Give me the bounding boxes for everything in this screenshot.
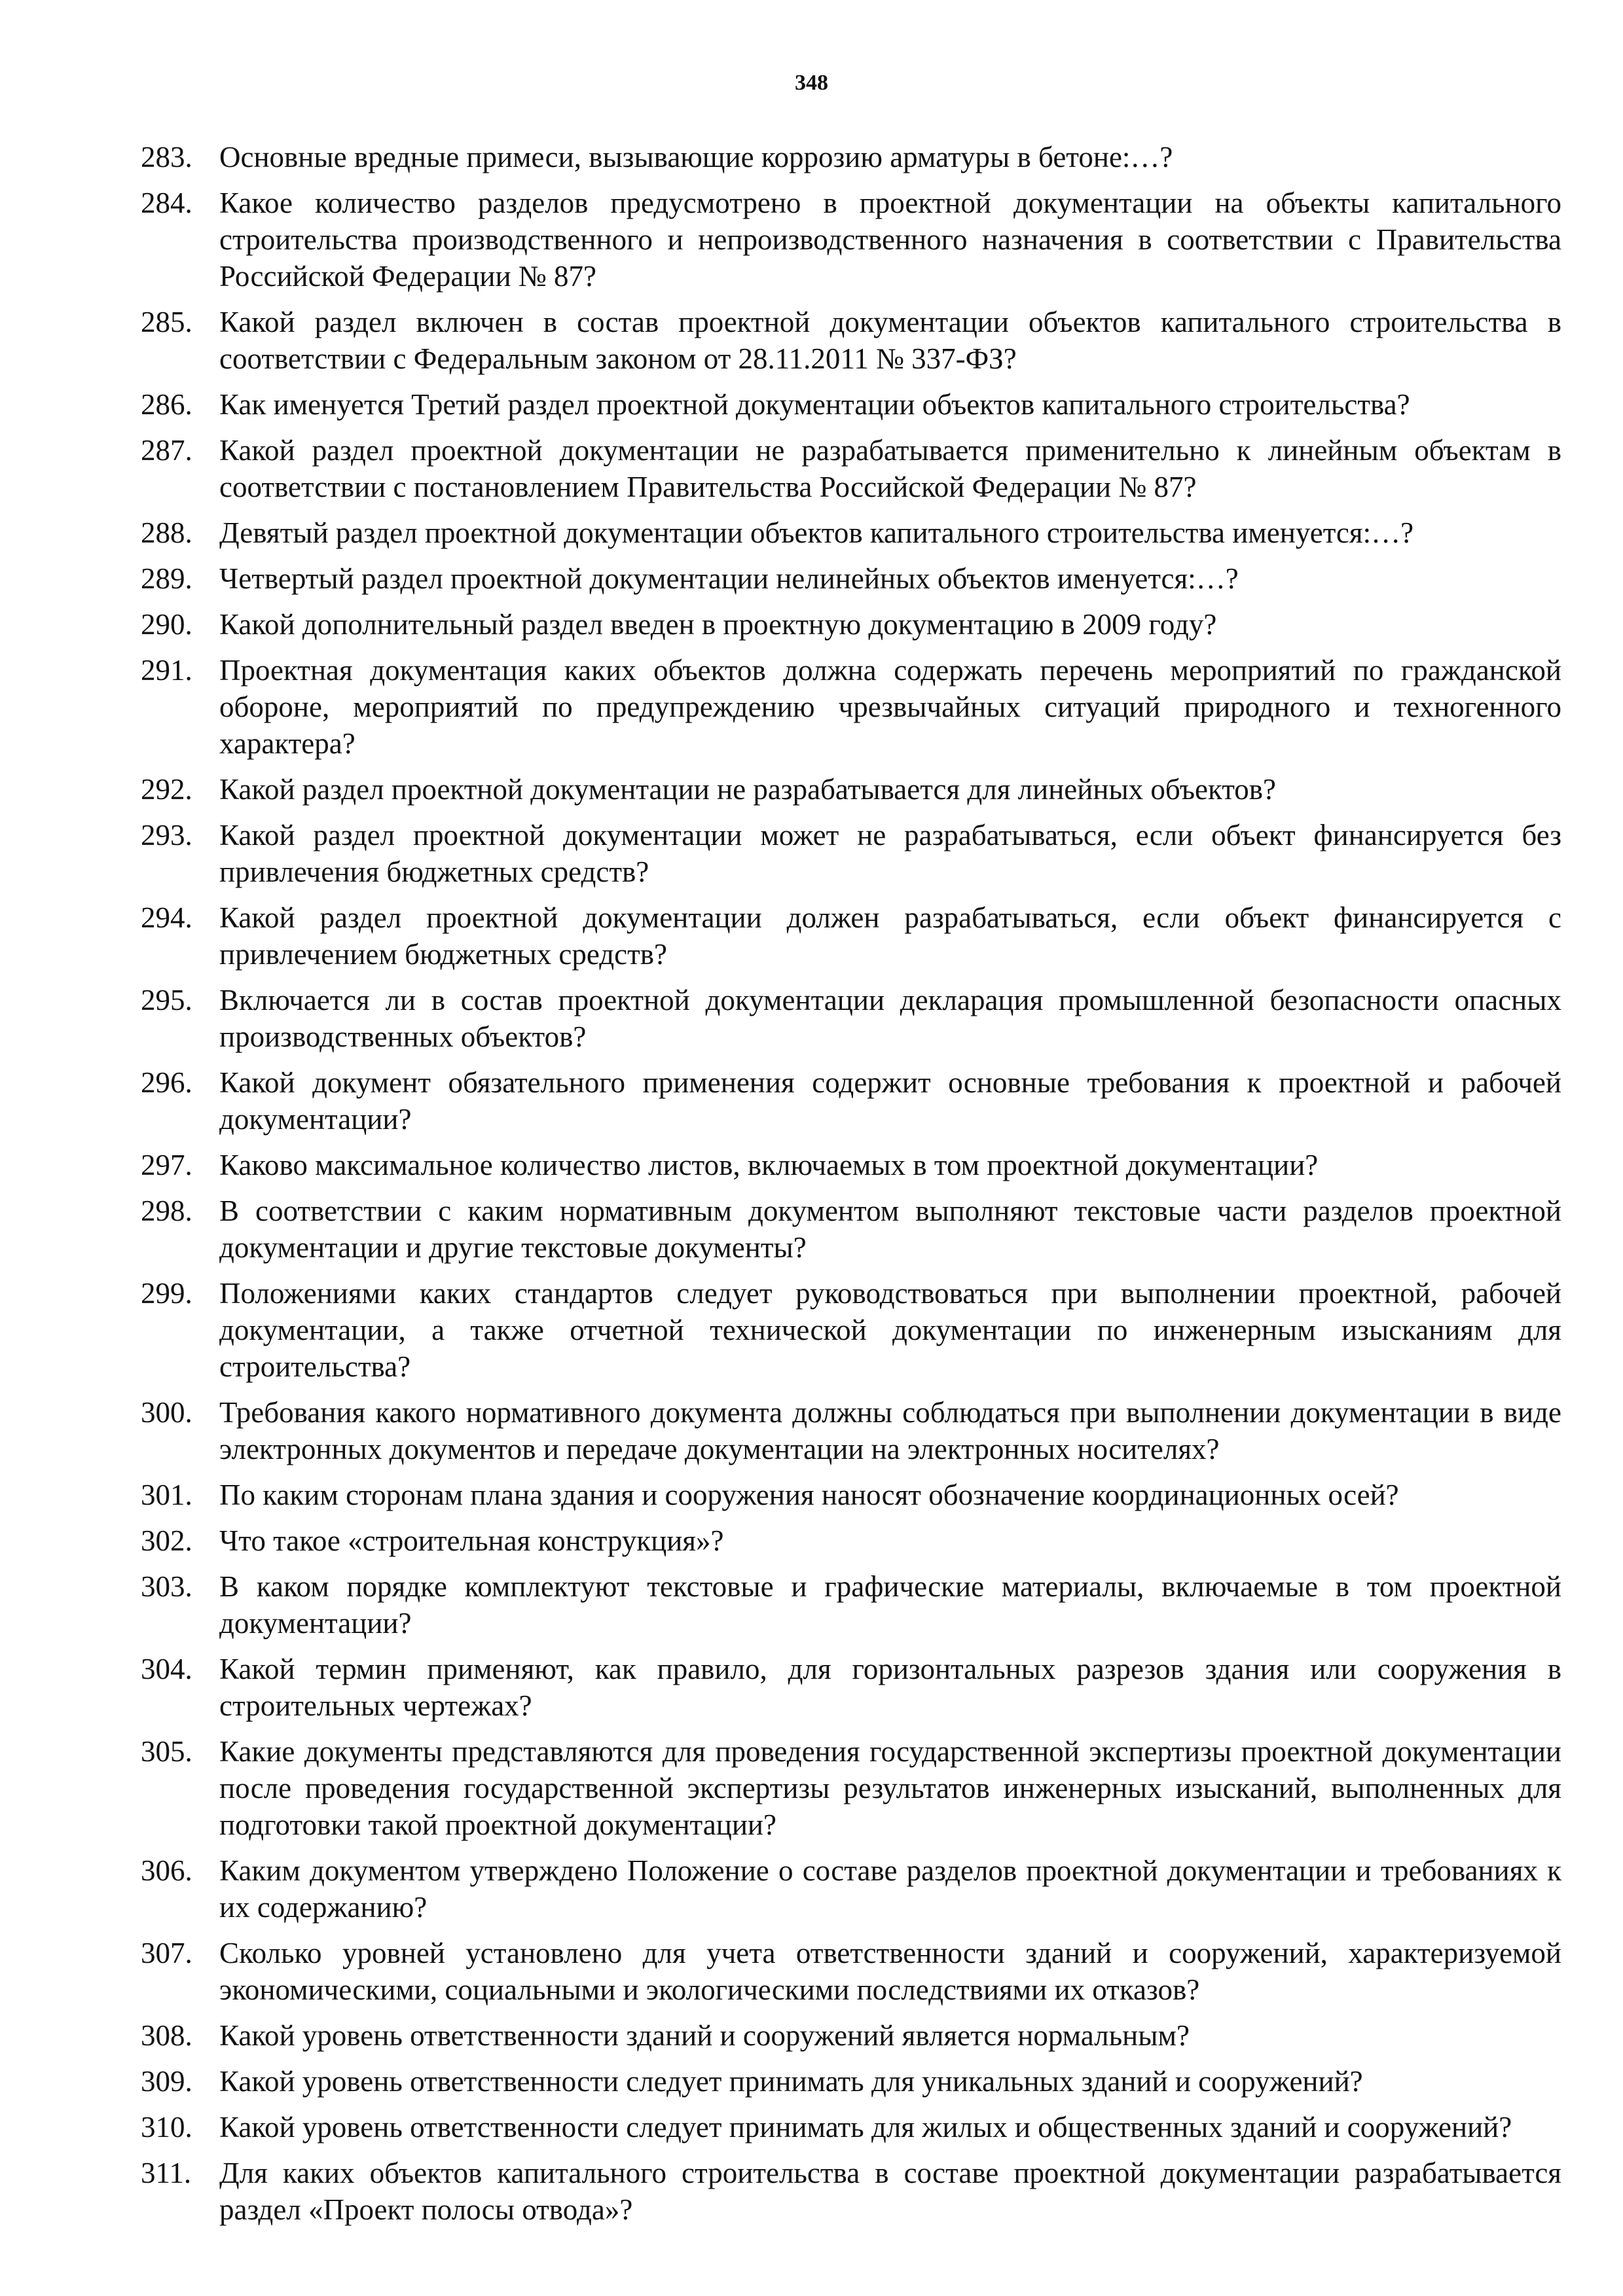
question-text: Девятый раздел проектной документации объектов капитального строительства именуется:…? <box>219 516 1414 549</box>
question-number: 307. <box>141 1937 192 1969</box>
question-item <box>141 1733 1561 1843</box>
question-item <box>141 1568 1561 1641</box>
question-item <box>141 817 1561 890</box>
question-text: По каким сторонам плана здания и сооружения наносят обозначение координационных осей? <box>219 1479 1399 1511</box>
question-number: 301. <box>141 1479 192 1511</box>
question-text: Какой документ обязательного применения содержит основные требования к проектной и рабочей документации? <box>219 1066 1561 1136</box>
question-text: Как именуется Третий раздел проектной документации объектов капитального строительства? <box>219 388 1410 421</box>
question-number: 302. <box>141 1524 192 1557</box>
question-text: Какой уровень ответственности следует принимать для жилых и общественных зданий и сооружений? <box>219 2111 1512 2144</box>
question-number: 303. <box>141 1570 192 1603</box>
question-item <box>141 432 1561 505</box>
question-text: Какое количество разделов предусмотрено в проектной документации на объекты капитального строительства производственного и непроизводственного назначения в соответствии с Правительства Российской Федерации № 87? <box>219 187 1561 293</box>
question-item <box>141 1193 1561 1266</box>
question-number: 298. <box>141 1194 192 1227</box>
question-item <box>141 771 1561 808</box>
question-number: 304. <box>141 1653 192 1685</box>
question-item <box>141 304 1561 377</box>
question-number: 291. <box>141 654 192 687</box>
question-number: 310. <box>141 2111 192 2144</box>
question-number: 293. <box>141 819 192 852</box>
question-item <box>141 2063 1561 2100</box>
page-number: 348 <box>795 71 828 95</box>
question-text: В соответствии с каким нормативным документом выполняют текстовые части разделов проектной документации и другие текстовые документы? <box>219 1194 1561 1264</box>
question-item <box>141 185 1561 295</box>
question-item <box>141 1477 1561 1513</box>
question-item <box>141 560 1561 597</box>
question-item <box>141 1852 1561 1926</box>
question-number: 284. <box>141 187 192 219</box>
question-number: 290. <box>141 608 192 641</box>
question-text: Какой раздел проектной документации не разрабатывается применительно к линейным объектам в соответствии с постановлением Правительства Российской Федерации № 87? <box>219 434 1561 503</box>
question-text: Каким документом утверждено Положение о составе разделов проектной документации и требованиях к их содержанию? <box>219 1854 1561 1924</box>
question-text: Какой раздел проектной документации должен разрабатываться, если объект финансируется с привлечением бюджетных средств? <box>219 901 1561 971</box>
question-text: Какие документы представляются для проведения государственной экспертизы проектной документации после проведения государственной экспертизы результатов инженерных изысканий, выполненных для подготовки такой проектной документации? <box>219 1735 1561 1841</box>
question-item <box>141 2155 1561 2228</box>
question-text: Положениями каких стандартов следует руководствоваться при выполнении проектной, рабочей документации, а также отчетной технической документации по инженерным изысканиям для строительства? <box>219 1277 1561 1383</box>
question-number: 308. <box>141 2019 192 2052</box>
question-text: Включается ли в состав проектной документации декларация промышленной безопасности опасных производственных объектов? <box>219 984 1561 1053</box>
question-item <box>141 2017 1561 2054</box>
question-text: Какой уровень ответственности следует принимать для уникальных зданий и сооружений? <box>219 2065 1363 2098</box>
question-number: 297. <box>141 1149 192 1181</box>
question-number: 287. <box>141 434 192 467</box>
question-item <box>141 1064 1561 1138</box>
question-number: 299. <box>141 1277 192 1310</box>
question-text: Какой дополнительный раздел введен в проектную документацию в 2009 году? <box>219 608 1217 641</box>
question-number: 309. <box>141 2065 192 2098</box>
question-item <box>141 899 1561 973</box>
question-text: Какой раздел включен в состав проектной документации объектов капитального строительства в соответствии с Федеральным законом от 28.11.2011 № 337-ФЗ? <box>219 306 1561 375</box>
question-number: 300. <box>141 1396 192 1429</box>
question-item <box>141 1147 1561 1183</box>
question-text: Какой раздел проектной документации может не разрабатываться, если объект финансируется без привлечения бюджетных средств? <box>219 819 1561 888</box>
question-item <box>141 982 1561 1055</box>
question-text: В каком порядке комплектуют текстовые и графические материалы, включаемые в том проектной документации? <box>219 1570 1561 1640</box>
question-number: 296. <box>141 1066 192 1099</box>
question-item <box>141 386 1561 423</box>
question-text: Проектная документация каких объектов должна содержать перечень мероприятий по гражданской обороне, мероприятий по предупреждению чрезвычайных ситуаций природного и техногенного характера? <box>219 654 1561 760</box>
question-number: 305. <box>141 1735 192 1768</box>
question-text: Что такое «строительная конструкция»? <box>219 1524 724 1557</box>
question-number: 292. <box>141 773 192 806</box>
question-text: Каково максимальное количество листов, включаемых в том проектной документации? <box>219 1149 1319 1181</box>
question-text: Основные вредные примеси, вызывающие коррозию арматуры в бетоне:…? <box>219 141 1173 173</box>
question-text: Для каких объектов капитального строительства в составе проектной документации разрабатывается раздел «Проект полосы отвода»? <box>219 2157 1561 2226</box>
question-number: 285. <box>141 306 192 338</box>
question-item <box>141 1394 1561 1467</box>
question-text: Четвертый раздел проектной документации нелинейных объектов именуется:…? <box>219 562 1239 595</box>
question-number: 294. <box>141 901 192 934</box>
question-list <box>141 139 1561 2237</box>
question-number: 311. <box>141 2157 192 2189</box>
question-number: 306. <box>141 1854 192 1887</box>
question-number: 288. <box>141 516 192 549</box>
question-item <box>141 1935 1561 2008</box>
question-number: 289. <box>141 562 192 595</box>
question-item <box>141 1522 1561 1559</box>
question-item <box>141 1651 1561 1724</box>
question-number: 295. <box>141 984 192 1016</box>
question-number: 286. <box>141 388 192 421</box>
question-text: Требования какого нормативного документа должны соблюдаться при выполнении документации в виде электронных документов и передаче документации на электронных носителях? <box>219 1396 1561 1465</box>
question-item <box>141 2109 1561 2145</box>
question-text: Какой уровень ответственности зданий и сооружений является нормальным? <box>219 2019 1190 2052</box>
question-item <box>141 139 1561 175</box>
question-text: Сколько уровней установлено для учета ответственности зданий и сооружений, характеризуемой экономическими, социальными и экологическими последствиями их отказов? <box>219 1937 1561 2006</box>
question-number: 283. <box>141 141 192 173</box>
question-item <box>141 1275 1561 1385</box>
question-item <box>141 652 1561 762</box>
question-item <box>141 514 1561 551</box>
question-text: Какой раздел проектной документации не разрабатывается для линейных объектов? <box>219 773 1277 806</box>
question-text: Какой термин применяют, как правило, для горизонтальных разрезов здания или сооружения в строительных чертежах? <box>219 1653 1561 1722</box>
question-item <box>141 606 1561 643</box>
